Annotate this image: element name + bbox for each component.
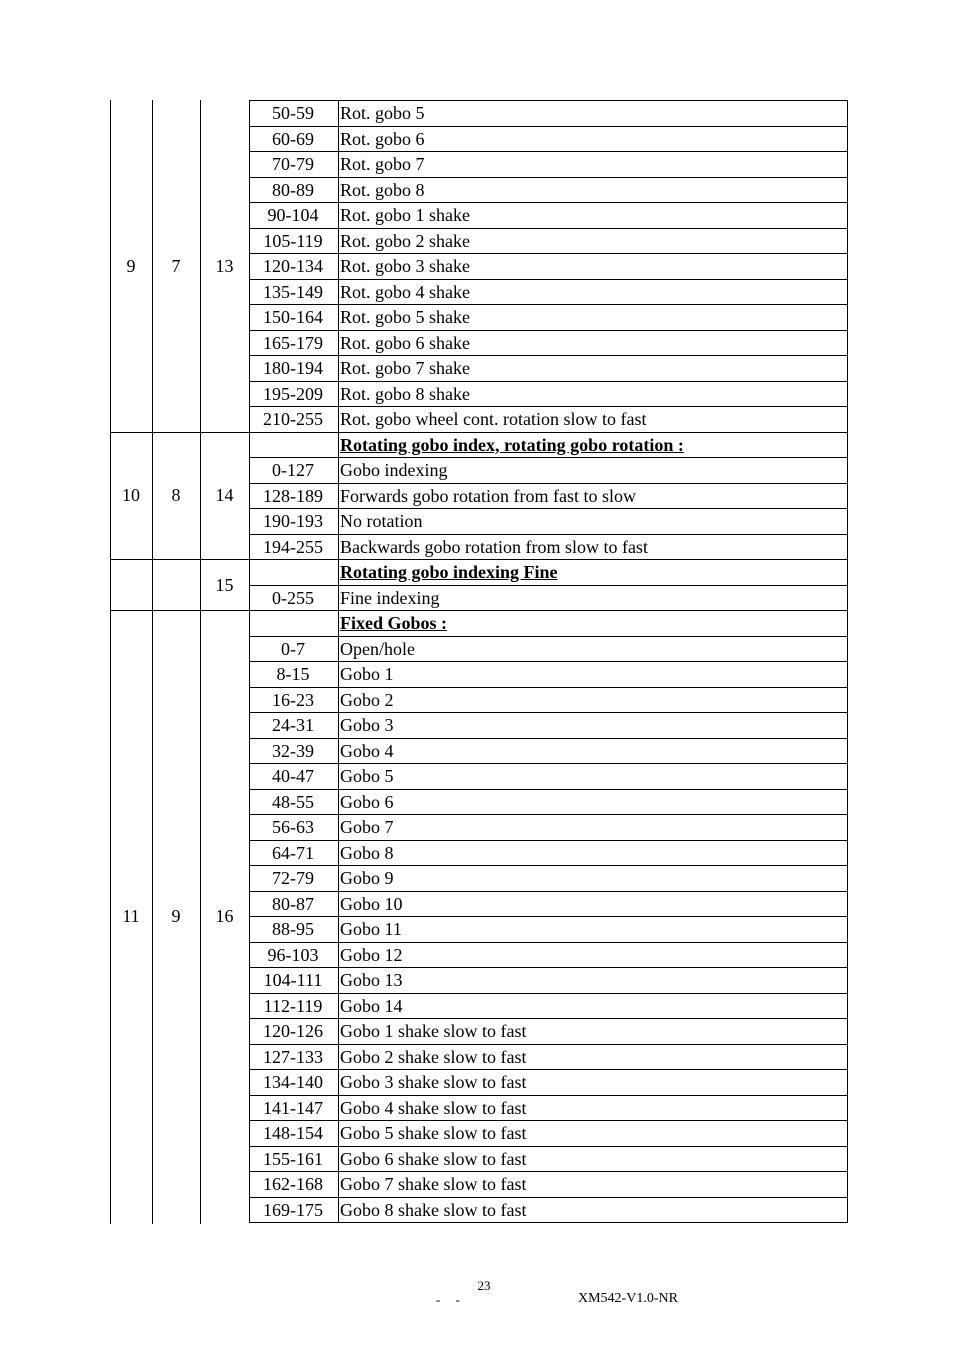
section-heading: Rotating gobo indexing Fine [340, 562, 558, 582]
dmx-range: 148-154 [263, 1123, 323, 1143]
function-description: Gobo 5 shake slow to fast [340, 1123, 527, 1143]
function-description: Gobo 3 shake slow to fast [340, 1072, 527, 1092]
dmx-range: 32-39 [272, 740, 314, 761]
channel-mode-c: 16 [215, 906, 234, 926]
function-description: Fine indexing [340, 587, 440, 608]
function-description: Rot. gobo 3 shake [340, 256, 470, 276]
function-description: Gobo 8 shake slow to fast [340, 1199, 527, 1220]
function-description: Gobo 11 [340, 919, 402, 939]
function-description: Gobo 4 [340, 740, 394, 761]
function-description: Gobo 7 shake slow to fast [340, 1174, 527, 1194]
dmx-range: 105-119 [263, 230, 323, 251]
function-description: Gobo 6 [340, 791, 394, 812]
function-description: Rot. gobo 5 [340, 103, 425, 123]
dmx-range: 134-140 [263, 1072, 323, 1092]
dmx-range: 64-71 [272, 842, 314, 863]
function-description: Gobo 2 shake slow to fast [340, 1046, 527, 1067]
dmx-range: 169-175 [263, 1199, 323, 1220]
function-description: Rot. gobo 1 shake [340, 205, 470, 225]
function-description: Gobo 13 [340, 970, 403, 990]
function-description: Gobo 8 [340, 842, 394, 863]
dmx-range: 70-79 [272, 154, 314, 174]
dmx-range: 0-127 [272, 460, 314, 480]
dmx-range: 88-95 [272, 919, 314, 939]
dmx-range: 50-59 [272, 103, 314, 123]
channel-mode-b: 8 [171, 485, 181, 506]
dmx-range: 90-104 [267, 205, 319, 225]
function-description: Rot. gobo 7 [340, 154, 425, 174]
dmx-range: 162-168 [263, 1174, 323, 1194]
dmx-range: 120-134 [263, 256, 323, 276]
function-description: Gobo 2 [340, 689, 394, 710]
channel-mode-c: 13 [215, 255, 234, 276]
dmx-range: 128-189 [263, 485, 323, 506]
function-description: Rot. gobo 4 shake [340, 281, 470, 302]
dmx-range: 56-63 [272, 817, 314, 837]
dmx-range: 150-164 [263, 307, 323, 327]
dmx-range: 0-255 [272, 587, 314, 608]
function-description: Rot. gobo 2 shake [340, 230, 470, 251]
dmx-range: 112-119 [263, 995, 323, 1016]
document-id: XM542-V1.0-NR [578, 1291, 678, 1306]
function-description: Rot. gobo 8 [340, 179, 425, 200]
function-description: Open/hole [340, 638, 415, 659]
function-description: Gobo 9 [340, 868, 394, 888]
function-description: Gobo 12 [340, 944, 403, 965]
channel-mode-a: 11 [122, 906, 140, 926]
column-divider [200, 100, 201, 1224]
dmx-range: 0-7 [281, 638, 305, 659]
dmx-range: 72-79 [272, 868, 314, 888]
function-description: No rotation [340, 511, 423, 531]
function-description: Rot. gobo 6 [340, 128, 425, 149]
function-description: Rot. gobo 5 shake [340, 307, 470, 327]
dmx-range: 135-149 [263, 281, 323, 302]
dmx-range: 195-209 [263, 383, 323, 404]
dmx-range: 60-69 [272, 128, 314, 149]
column-divider [110, 100, 111, 1224]
dmx-range: 80-89 [272, 179, 314, 200]
function-description: Rot. gobo 8 shake [340, 383, 470, 404]
channel-mode-b: 9 [171, 906, 181, 926]
function-description: Gobo 1 [340, 664, 394, 684]
column-divider [338, 100, 339, 1223]
dmx-range: 165-179 [263, 332, 323, 353]
function-description: Gobo 5 [340, 766, 394, 786]
dmx-range: 104-111 [263, 970, 323, 990]
group-divider [110, 559, 249, 560]
page-number: 23 [477, 1278, 491, 1293]
function-description: Gobo 7 [340, 817, 394, 837]
dmx-range: 127-133 [263, 1046, 323, 1067]
function-description: Gobo 10 [340, 893, 403, 914]
section-heading: Fixed Gobos : [340, 613, 448, 633]
function-description: Gobo 4 shake slow to fast [340, 1097, 527, 1118]
dmx-range: 16-23 [272, 689, 314, 710]
function-description: Backwards gobo rotation from slow to fast [340, 536, 648, 557]
channel-mode-c: 15 [215, 574, 234, 595]
function-description: Gobo 6 shake slow to fast [340, 1148, 527, 1169]
dmx-range: 194-255 [263, 536, 323, 557]
dmx-range: 120-126 [263, 1021, 323, 1041]
footer-dashes: - - [436, 1292, 466, 1307]
column-divider [249, 100, 250, 1223]
function-description: Gobo indexing [340, 460, 448, 480]
dmx-range: 96-103 [267, 944, 319, 965]
dmx-range: 180-194 [263, 358, 323, 378]
dmx-range: 141-147 [263, 1097, 323, 1118]
function-description: Rot. gobo 6 shake [340, 332, 470, 353]
channel-mode-c: 14 [215, 485, 234, 506]
function-description: Gobo 3 [340, 715, 394, 735]
dmx-range: 190-193 [263, 511, 323, 531]
group-divider [110, 610, 249, 611]
function-description: Forwards gobo rotation from fast to slow [340, 485, 636, 506]
dmx-range: 40-47 [272, 766, 314, 786]
channel-mode-b: 7 [171, 255, 181, 276]
channel-mode-a: 9 [126, 255, 136, 276]
function-description: Gobo 1 shake slow to fast [340, 1021, 527, 1041]
section-heading: Rotating gobo index, rotating gobo rotation : [340, 434, 684, 455]
group-divider [110, 432, 249, 433]
column-divider [152, 100, 153, 1224]
channel-mode-a: 10 [122, 485, 140, 506]
dmx-range: 210-255 [263, 409, 323, 429]
dmx-range: 155-161 [263, 1148, 323, 1169]
function-description: Rot. gobo 7 shake [340, 358, 470, 378]
dmx-range: 24-31 [272, 715, 314, 735]
function-description: Gobo 14 [340, 995, 403, 1016]
column-divider [847, 100, 848, 1223]
dmx-range: 80-87 [272, 893, 314, 914]
dmx-range: 8-15 [276, 664, 310, 684]
function-description: Rot. gobo wheel cont. rotation slow to fast [340, 409, 647, 429]
dmx-range: 48-55 [272, 791, 314, 812]
